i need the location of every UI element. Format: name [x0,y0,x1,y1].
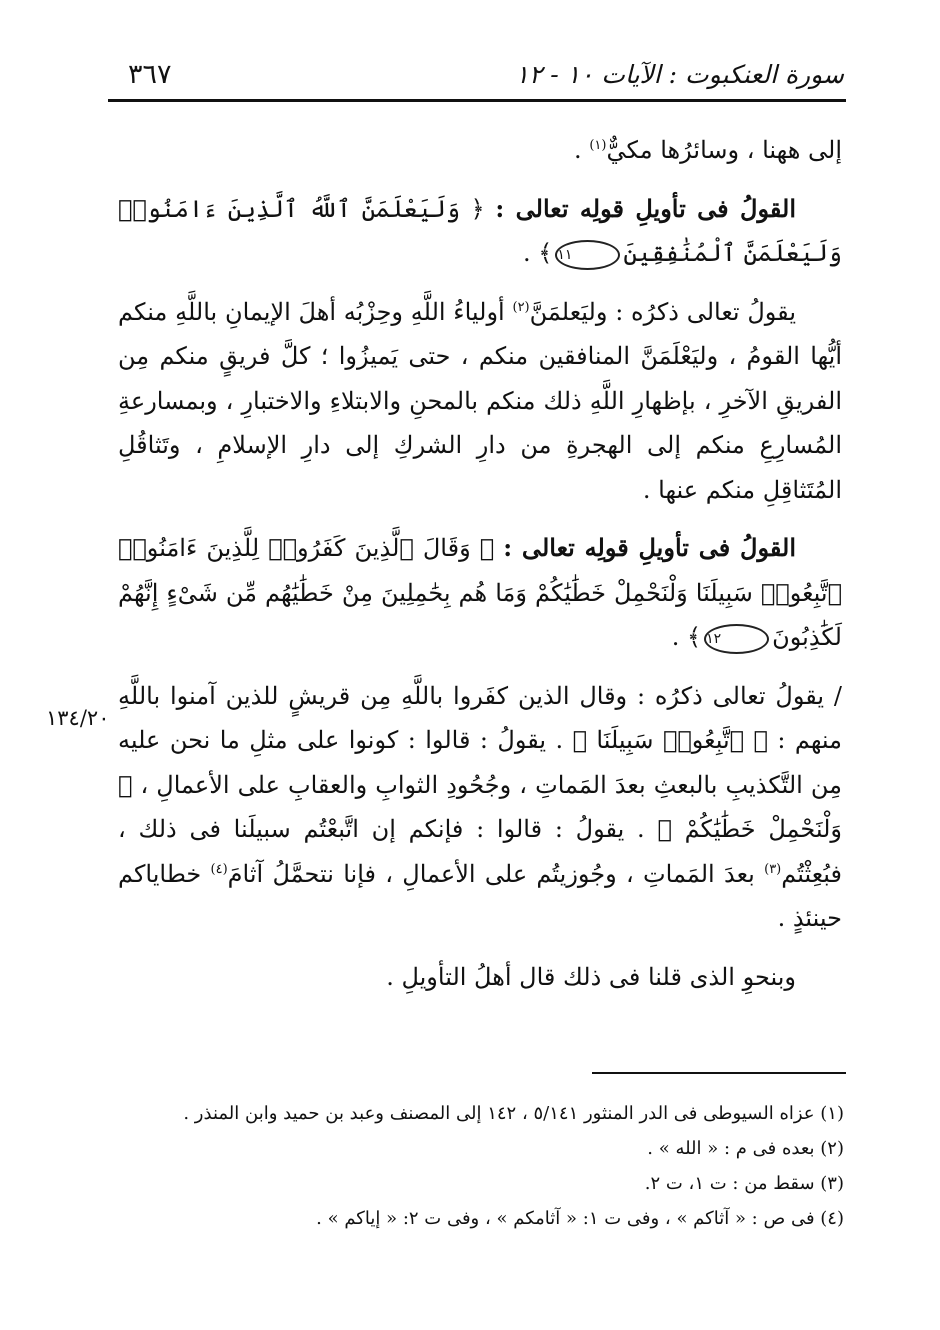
main-text [118,128,842,1013]
paragraph-3 [118,674,842,941]
page-number: ٣٦٧ [128,58,172,90]
ayah-number-11: ١١ [555,240,620,270]
paragraph-3-b: . يقولُ : قالوا : كونوا على مثلِ ما نحن عليه مِن التَّكذيبِ بالبعثِ بعدَ المَماتِ ، وجُحُودِ الثوابِ والعقابِ على الأعمالِ ، [118,726,843,799]
quran-verse-11: ﴿ وَلَيَعْلَمَنَّ ٱللَّهُ ٱلَّذِينَ ءَامَنُوا۟ وَلَيَعْلَمَنَّ ٱلْمُنَٰفِقِينَ [118,194,842,267]
paragraph-1 [118,128,842,173]
footnote-4: (٤) فى ص : « آثاكم » ، وفى ت ١: « آثامكم » ، وفى ت ٢: « إياكم » . [316,1208,844,1229]
quran-quote-1: ﴿ ٱتَّبِعُوا۟ سَبِيلَنَا ﴾ [563,726,778,754]
footnote-rule [592,1072,846,1074]
margin-reference: ١٣٤/٢٠ [46,706,110,730]
heading-lead-2: القولُ فى تأويلِ قولِه تعالى : [503,533,796,562]
ayah-number-12: ١٢ [704,624,769,654]
footnote-2: (٢) بعده فى م : « الله » . [647,1138,844,1159]
paragraph-3-c: . يقولُ : قالوا : فإنكم إن اتَّبعْتُم سبيلَنا فى ذلك ، فبُعِثْتُم [118,815,842,888]
paragraph-3-d: بعدَ المَماتِ ، وجُوزيتُم على الأعمالِ ، فإنا نتحمَّلُ آثامَ [227,859,765,888]
footnote-3: (٣) سقط من : ت ١، ت ٢. [644,1173,844,1194]
quran-close-12: ﴾ . [671,623,702,651]
footnote-ref-1: (١) [589,138,607,153]
footnote-ref-2: (٢) [512,299,530,315]
paragraph-1-end: . [574,136,590,164]
footnote-1: (١) عزاه السيوطى فى الدر المنثور ٥/١٤١ ، ١٤٢ إلى المصنف وعبد بن حميد وابن المنذر . [183,1103,844,1124]
paragraph-2-start: يقولُ تعالى ذكرُه : وليَعلمَنَّ [529,297,797,326]
footnotes [118,1096,844,1236]
page-header [128,52,844,96]
paragraph-2 [118,290,842,513]
paragraph-3-a: / يقولُ تعالى ذكرُه : وقال الذين كفَروا باللَّهِ مِن قريشٍ للذين آمنوا باللَّهِ منهم : [118,681,842,754]
paragraph-3-e: خطاياكم حينئذٍ . [118,859,842,932]
footnote-ref-4: (٤) [210,861,228,877]
quran-close-11: ﴾ . [523,239,553,267]
heading-verse-12 [118,526,842,660]
quran-quote-2: ﴿ وَلْنَحْمِلْ خَطَٰيَٰكُمْ ﴾ [118,770,843,843]
heading-lead-1: القولُ فى تأويلِ قولِه تعالى : [495,193,796,223]
footnote-ref-3: (٣) [764,861,782,877]
header-rule [108,99,846,102]
running-title: سورة العنكبوت : الآيات ١٠ - ١٢ [515,59,844,89]
heading-verse-11 [118,187,842,276]
paragraph-1-text: إلى ههنا ، وسائرُها مكيٌّ [606,136,842,164]
quran-verse-12: ﴿ وَقَالَ ٱلَّذِينَ كَفَرُوا۟ لِلَّذِينَ ءَامَنُوا۟ ٱتَّبِعُوا۟ سَبِيلَنَا وَلْنَحْمِلْ خَطَٰيَٰكُمْ وَمَا هُم بِحَٰمِلِينَ مِنْ خَطَٰيَٰهُم مِّن شَىْءٍ إِنَّهُمْ لَكَٰذِبُونَ [118,534,842,651]
paragraph-2-text: أولياءُ اللَّهِ وحِزْبُه أهلَ الإيمانِ باللَّهِ منكم أيُّها القومُ ، وليَعْلَمَنَّ المنافقين منكم ، حتى يَميزُوا ؛ كلَّ فريقٍ منكم مِن الفريقِ الآخرِ ، بإظهارِ اللَّهِ ذلك منكم بالمحنِ والابتلاءِ والاختبارِ ، وبمسارعةِ المُسارِعِ منكم إلى الهجرةِ من دارِ الشركِ إلى دارِ الإسلامِ ، وتَثاقُلِ المُتَثاقِلِ منكم عنها . [118,297,842,504]
paragraph-4: وبنحوِ الذى قلنا فى ذلك قال أهلُ التأويلِ . [386,962,796,991]
